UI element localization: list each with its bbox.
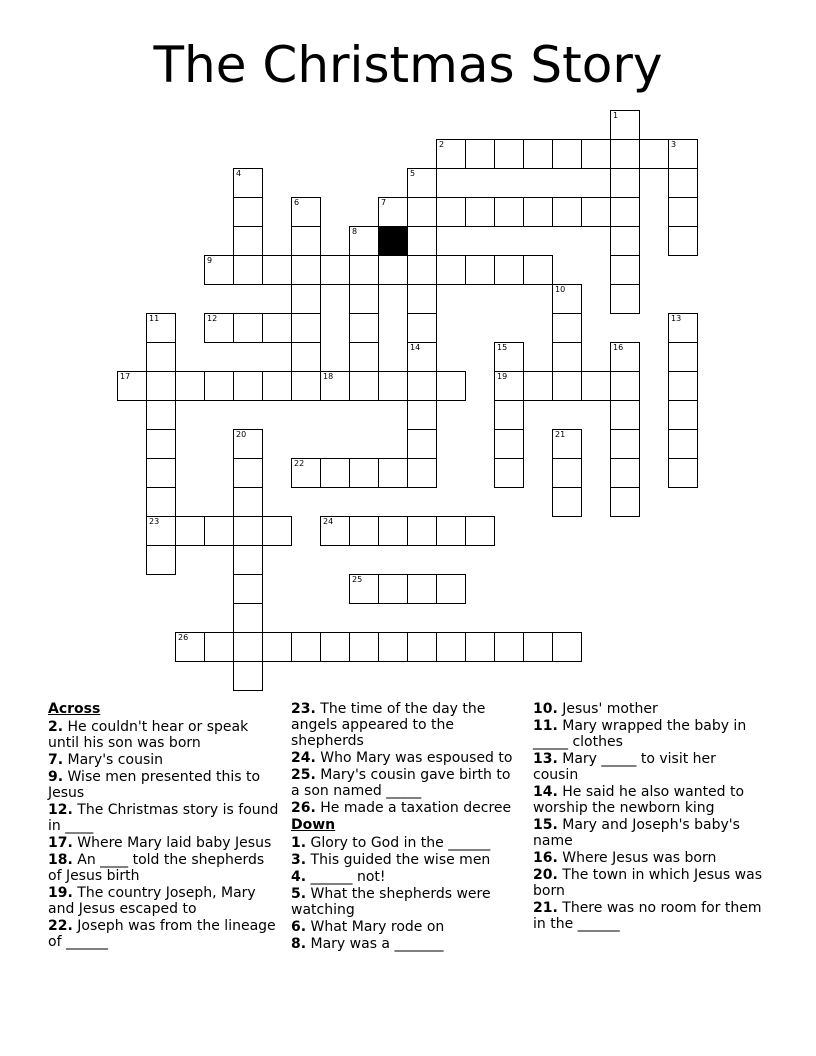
grid-cell[interactable] <box>204 632 234 662</box>
grid-cell[interactable] <box>668 226 698 256</box>
clues-column-2 <box>291 701 523 953</box>
grid-cell[interactable] <box>204 371 234 401</box>
clue-number: 3 <box>671 140 677 149</box>
grid-cell[interactable] <box>233 516 263 546</box>
grid-cell[interactable] <box>552 313 582 343</box>
clue-text: Jesus' mother <box>557 701 658 717</box>
grid-cell[interactable] <box>378 255 408 285</box>
grid-cell[interactable] <box>494 632 524 662</box>
grid-cell[interactable] <box>407 168 437 198</box>
grid-cell[interactable] <box>378 371 408 401</box>
grid-cell[interactable] <box>204 313 234 343</box>
grid-cell[interactable] <box>262 632 292 662</box>
grid-cell[interactable] <box>494 342 524 372</box>
clue-number: 24 <box>323 517 334 526</box>
grid-cell[interactable] <box>581 197 611 227</box>
clue-number-label: 25. <box>291 767 316 783</box>
clue-number: 19 <box>497 372 508 381</box>
grid-cell[interactable] <box>436 139 466 169</box>
grid-cell[interactable] <box>233 487 263 517</box>
grid-cell[interactable] <box>523 197 553 227</box>
grid-cell[interactable] <box>610 400 640 430</box>
grid-cell[interactable] <box>610 110 640 140</box>
grid-cell[interactable] <box>117 371 147 401</box>
clue-number: 26 <box>178 633 189 642</box>
grid-cell[interactable] <box>407 371 437 401</box>
grid-cell[interactable] <box>378 516 408 546</box>
clue <box>291 852 523 868</box>
clue-text: The Christmas story is found in ____ <box>48 802 279 834</box>
grid-cell[interactable] <box>610 342 640 372</box>
grid-cell[interactable] <box>465 255 495 285</box>
grid-cell[interactable] <box>146 313 176 343</box>
clue-number: 14 <box>410 343 421 352</box>
clue-text: What Mary rode on <box>306 919 445 935</box>
clue <box>533 900 765 932</box>
grid-cell[interactable] <box>262 371 292 401</box>
clue-number-label: 19. <box>48 885 73 901</box>
clue-number-label: 14. <box>533 784 558 800</box>
clue-number: 1 <box>613 111 619 120</box>
grid-cell[interactable] <box>436 632 466 662</box>
clue-number-label: 26. <box>291 800 316 816</box>
grid-cell[interactable] <box>552 429 582 459</box>
grid-cell[interactable] <box>610 226 640 256</box>
grid-cell[interactable] <box>378 197 408 227</box>
clue <box>533 751 765 783</box>
grid-cell[interactable] <box>233 458 263 488</box>
grid-cell[interactable] <box>320 458 350 488</box>
clue-number: 18 <box>323 372 334 381</box>
clue <box>291 800 523 816</box>
grid-cell[interactable] <box>523 371 553 401</box>
grid-cell[interactable] <box>146 400 176 430</box>
clue-number-label: 8. <box>291 936 307 952</box>
grid-cell[interactable] <box>146 371 176 401</box>
grid-cell[interactable] <box>233 197 263 227</box>
clue-number-label: 5. <box>291 886 307 902</box>
grid-cell[interactable] <box>146 458 176 488</box>
grid-cell[interactable] <box>523 139 553 169</box>
clue <box>48 752 280 768</box>
grid-cell[interactable] <box>233 603 263 633</box>
grid-cell[interactable] <box>146 545 176 575</box>
across-clue-list-cont <box>291 701 523 816</box>
clue-number: 11 <box>149 314 160 323</box>
clue-number-label: 9. <box>48 769 64 785</box>
grid-cell[interactable] <box>552 458 582 488</box>
clue-number: 9 <box>207 256 213 265</box>
grid-cell[interactable] <box>494 458 524 488</box>
grid-cell[interactable] <box>494 371 524 401</box>
clue-number-label: 15. <box>533 817 558 833</box>
black-square <box>378 226 408 256</box>
clue-number-label: 3. <box>291 852 307 868</box>
grid-cell[interactable] <box>610 197 640 227</box>
down-clue-list <box>291 835 523 952</box>
grid-cell[interactable] <box>581 371 611 401</box>
clue-number-label: 23. <box>291 701 316 717</box>
clue-number-label: 17. <box>48 835 73 851</box>
grid-cell[interactable] <box>610 429 640 459</box>
grid-cell[interactable] <box>291 458 321 488</box>
clue <box>291 701 523 749</box>
grid-cell[interactable] <box>436 574 466 604</box>
clue-text: Wise men presented this to Jesus <box>48 769 261 801</box>
clue-text: Where Jesus was born <box>557 850 717 866</box>
clue <box>48 835 280 851</box>
grid-cell[interactable] <box>291 255 321 285</box>
clue-text: Joseph was from the lineage of ______ <box>48 918 276 950</box>
clue-text: Mary was a _______ <box>306 936 444 952</box>
clue-number: 23 <box>149 517 160 526</box>
grid-cell[interactable] <box>320 632 350 662</box>
grid-cell[interactable] <box>349 255 379 285</box>
grid-cell[interactable] <box>175 371 205 401</box>
clue <box>48 802 280 834</box>
grid-cell[interactable] <box>262 313 292 343</box>
grid-cell[interactable] <box>320 516 350 546</box>
grid-cell[interactable] <box>494 400 524 430</box>
clue-number-label: 7. <box>48 752 64 768</box>
grid-cell[interactable] <box>407 516 437 546</box>
grid-cell[interactable] <box>204 255 234 285</box>
clue-text: Where Mary laid baby Jesus <box>72 835 272 851</box>
clue <box>291 936 523 952</box>
grid-cell[interactable] <box>436 255 466 285</box>
grid-cell[interactable] <box>349 313 379 343</box>
clue-number-label: 12. <box>48 802 73 818</box>
clue <box>291 886 523 918</box>
clue-number: 8 <box>352 227 358 236</box>
clue-text: Mary wrapped the baby in _____ clothes <box>533 718 747 750</box>
grid-cell[interactable] <box>407 255 437 285</box>
clue-text: An ____ told the shepherds of Jesus birth <box>48 852 265 884</box>
grid-cell[interactable] <box>349 226 379 256</box>
clue-number-label: 4. <box>291 869 307 885</box>
clues-column-3 <box>533 701 765 933</box>
clue-number: 6 <box>294 198 300 207</box>
grid-cell[interactable] <box>465 197 495 227</box>
grid-cell[interactable] <box>320 255 350 285</box>
clue-number-label: 6. <box>291 919 307 935</box>
grid-cell[interactable] <box>552 632 582 662</box>
grid-cell[interactable] <box>233 255 263 285</box>
grid-cell[interactable] <box>407 429 437 459</box>
grid-cell[interactable] <box>407 313 437 343</box>
clue-number: 4 <box>236 169 242 178</box>
grid-cell[interactable] <box>146 487 176 517</box>
clue <box>291 767 523 799</box>
clue-number: 25 <box>352 575 363 584</box>
clue-number-label: 11. <box>533 718 558 734</box>
grid-cell[interactable] <box>262 255 292 285</box>
clue <box>291 919 523 935</box>
clue-number: 10 <box>555 285 566 294</box>
grid-cell[interactable] <box>668 313 698 343</box>
page-title: The Christmas Story <box>153 36 663 94</box>
grid-cell[interactable] <box>407 400 437 430</box>
clues-column-1 <box>48 701 280 951</box>
down-header: Down <box>291 817 336 833</box>
grid-cell[interactable] <box>291 313 321 343</box>
grid-cell[interactable] <box>668 371 698 401</box>
clue-number: 12 <box>207 314 218 323</box>
grid-cell[interactable] <box>233 371 263 401</box>
clue-number-label: 18. <box>48 852 73 868</box>
grid-cell[interactable] <box>552 342 582 372</box>
grid-cell[interactable] <box>407 284 437 314</box>
grid-cell[interactable] <box>320 371 350 401</box>
clue-number-label: 24. <box>291 750 316 766</box>
grid-cell[interactable] <box>610 284 640 314</box>
clue-number: 7 <box>381 198 387 207</box>
grid-cell[interactable] <box>610 487 640 517</box>
grid-cell[interactable] <box>233 574 263 604</box>
clue-number-label: 20. <box>533 867 558 883</box>
grid-cell[interactable] <box>668 139 698 169</box>
grid-cell[interactable] <box>378 574 408 604</box>
grid-cell[interactable] <box>436 197 466 227</box>
clue-number-label: 16. <box>533 850 558 866</box>
grid-cell[interactable] <box>349 632 379 662</box>
clue <box>533 718 765 750</box>
grid-cell[interactable] <box>291 342 321 372</box>
clue <box>48 918 280 950</box>
clue-text: Who Mary was espoused to <box>315 750 513 766</box>
grid-cell[interactable] <box>610 255 640 285</box>
grid-cell[interactable] <box>349 516 379 546</box>
grid-cell[interactable] <box>349 284 379 314</box>
clue <box>48 885 280 917</box>
clue-number: 17 <box>120 372 131 381</box>
clue-text: He said he also wanted to worship the newborn king <box>533 784 745 816</box>
across-clue-list <box>48 719 280 950</box>
grid-cell[interactable] <box>407 574 437 604</box>
grid-cell[interactable] <box>175 632 205 662</box>
grid-cell[interactable] <box>436 371 466 401</box>
grid-cell[interactable] <box>407 458 437 488</box>
grid-cell[interactable] <box>262 516 292 546</box>
clue-text: He made a taxation decree <box>315 800 512 816</box>
clue-text: There was no room for them in the ______ <box>533 900 762 932</box>
clue-text: ______ not! <box>306 869 386 885</box>
clue <box>533 784 765 816</box>
grid-cell[interactable] <box>639 139 669 169</box>
grid-cell[interactable] <box>349 342 379 372</box>
grid-cell[interactable] <box>552 371 582 401</box>
grid-cell[interactable] <box>233 226 263 256</box>
grid-cell[interactable] <box>668 429 698 459</box>
clue-number-label: 22. <box>48 918 73 934</box>
clue-text: Glory to God in the ______ <box>306 835 491 851</box>
clue <box>533 701 765 717</box>
clue-text: He couldn't hear or speak until his son was born <box>48 719 249 751</box>
clue-text: What the shepherds were watching <box>291 886 491 918</box>
clue-number: 20 <box>236 430 247 439</box>
grid-cell[interactable] <box>610 139 640 169</box>
clue <box>48 719 280 751</box>
grid-cell[interactable] <box>436 516 466 546</box>
grid-cell[interactable] <box>378 458 408 488</box>
grid-cell[interactable] <box>291 284 321 314</box>
clue-number: 21 <box>555 430 566 439</box>
down-clue-list-cont <box>533 701 765 932</box>
grid-cell[interactable] <box>291 226 321 256</box>
grid-cell[interactable] <box>146 429 176 459</box>
grid-cell[interactable] <box>494 255 524 285</box>
grid-cell[interactable] <box>407 226 437 256</box>
grid-cell[interactable] <box>610 168 640 198</box>
grid-cell[interactable] <box>581 139 611 169</box>
grid-cell[interactable] <box>407 632 437 662</box>
clue-text: This guided the wise men <box>306 852 491 868</box>
grid-cell[interactable] <box>291 632 321 662</box>
clue <box>291 869 523 885</box>
grid-cell[interactable] <box>233 545 263 575</box>
clue-text: Mary's cousin <box>63 752 163 768</box>
grid-cell[interactable] <box>349 458 379 488</box>
clue-number: 15 <box>497 343 508 352</box>
clue-text: Mary's cousin gave birth to a son named _____ <box>291 767 511 799</box>
grid-cell[interactable] <box>668 458 698 488</box>
grid-cell[interactable] <box>233 661 263 691</box>
grid-cell[interactable] <box>349 574 379 604</box>
grid-cell[interactable] <box>494 139 524 169</box>
grid-cell[interactable] <box>523 255 553 285</box>
grid-cell[interactable] <box>668 400 698 430</box>
grid-cell[interactable] <box>204 516 234 546</box>
clue-number-label: 2. <box>48 719 64 735</box>
clue-number-label: 1. <box>291 835 307 851</box>
grid-cell[interactable] <box>233 429 263 459</box>
grid-cell[interactable] <box>494 429 524 459</box>
grid-cell[interactable] <box>552 139 582 169</box>
grid-cell[interactable] <box>494 197 524 227</box>
grid-cell[interactable] <box>291 197 321 227</box>
grid-cell[interactable] <box>610 458 640 488</box>
clue <box>48 852 280 884</box>
clue-number: 22 <box>294 459 305 468</box>
clue-text: Mary _____ to visit her cousin <box>533 751 716 783</box>
grid-cell[interactable] <box>668 168 698 198</box>
grid-cell[interactable] <box>146 516 176 546</box>
grid-cell[interactable] <box>378 632 408 662</box>
grid-cell[interactable] <box>523 632 553 662</box>
across-header: Across <box>48 701 101 717</box>
clue-text: The time of the day the angels appeared to the shepherds <box>291 701 486 749</box>
grid-cell[interactable] <box>552 197 582 227</box>
clue-text: The town in which Jesus was born <box>533 867 763 899</box>
grid-cell[interactable] <box>233 632 263 662</box>
clue <box>533 850 765 866</box>
clue <box>533 867 765 899</box>
clue-number: 5 <box>410 169 416 178</box>
clue <box>533 817 765 849</box>
grid-cell[interactable] <box>668 197 698 227</box>
grid-cell[interactable] <box>407 342 437 372</box>
grid-cell[interactable] <box>175 516 205 546</box>
grid-cell[interactable] <box>146 342 176 372</box>
grid-cell[interactable] <box>407 197 437 227</box>
grid-cell[interactable] <box>465 516 495 546</box>
grid-cell[interactable] <box>610 371 640 401</box>
grid-cell[interactable] <box>552 487 582 517</box>
clue-number: 16 <box>613 343 624 352</box>
clue-number: 13 <box>671 314 682 323</box>
grid-cell[interactable] <box>233 168 263 198</box>
clue <box>291 750 523 766</box>
clue <box>291 835 523 851</box>
clue-text: Mary and Joseph's baby's name <box>533 817 740 849</box>
clue-number-label: 21. <box>533 900 558 916</box>
grid-cell[interactable] <box>291 371 321 401</box>
clue-number-label: 13. <box>533 751 558 767</box>
grid-cell[interactable] <box>349 371 379 401</box>
clue-number: 2 <box>439 140 445 149</box>
clue-text: The country Joseph, Mary and Jesus escaped to <box>48 885 256 917</box>
clue <box>48 769 280 801</box>
grid-cell[interactable] <box>233 313 263 343</box>
clue-number-label: 10. <box>533 701 558 717</box>
grid-cell[interactable] <box>552 284 582 314</box>
grid-cell[interactable] <box>465 632 495 662</box>
grid-cell[interactable] <box>668 342 698 372</box>
grid-cell[interactable] <box>465 139 495 169</box>
